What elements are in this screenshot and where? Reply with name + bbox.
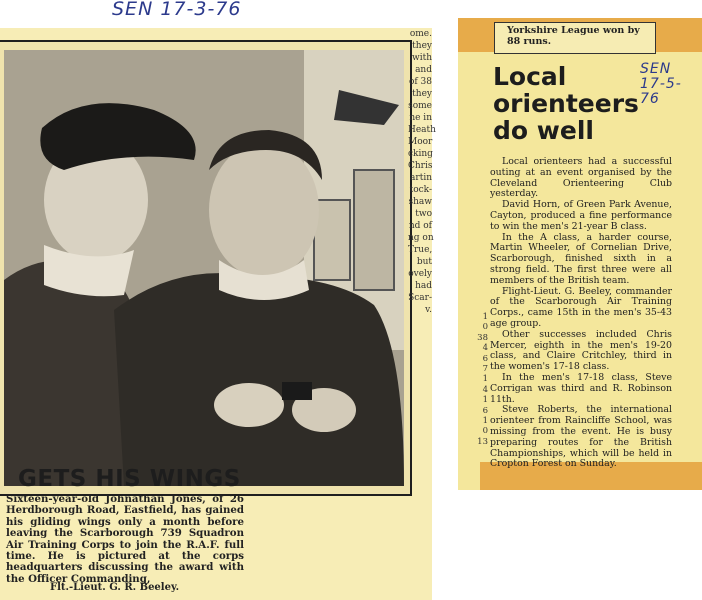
photo-frame xyxy=(0,40,412,496)
paragraph: David Horn, of Green Park Avenue, Cayton, produced a fine performance to win the men's 21-year B class. xyxy=(490,199,672,232)
paragraph: In the men's 17-18 class, Steve Corrigan was third and R. Robinson 11th. xyxy=(490,371,672,405)
handwritten-date-right: SEN 17-5-76 xyxy=(640,61,682,107)
paragraph: Steve Roberts, the international orienteer from Raincliffe School, was missing from the event. He is busy preparing routes for the British Championships, which will be held in Cropton Forest on Sunday. xyxy=(490,404,672,470)
score-column-fragment: 1 0 38 4 6 7 1 4 1 6 1 0 13 xyxy=(477,312,488,447)
sports-result-text: Yorkshire League won by 88 runs. xyxy=(507,25,640,47)
article-body xyxy=(490,157,672,470)
adjacent-column-fragments: ome. they with and of 38 they some ne in Heath Moor cking Chris artin tock- shaw two nd of ng on True, but ovely had Scar- v. xyxy=(408,29,436,315)
handwritten-date-top: SEN 17-3-76 xyxy=(112,0,242,20)
caption-byline: Flt.-Lieut. G. R. Beeley. xyxy=(50,582,180,593)
headline-local-orienteers: Local orienteers do well xyxy=(493,62,639,145)
paragraph: In the A class, a harder course, Martin Wheeler, of Cornelian Drive, Scarborough, finished sixth in a strong field. The first three were all members of the British team. xyxy=(490,231,672,286)
paragraph: Local orienteers had a successful outing at an event organised by the Cleveland Orienteering Club yesterday. xyxy=(490,156,672,200)
paragraph: Other successes included Chris Mercer, eighth in the men's 19-20 class, and Claire Critchley, third in the women's 17-18 class. xyxy=(490,328,672,373)
headline-gets-his-wings: GETS HIS WINGS xyxy=(18,466,241,492)
sports-result-box xyxy=(494,22,656,54)
paragraph: Flight-Lieut. G. Beeley, commander of the Scarborough Air Training Corps., came 15th in the men's 35-43 age group. xyxy=(490,285,672,329)
photo-cadet-and-officer xyxy=(4,50,404,486)
caption-body: Sixteen-year-old Johnathan Jones, of 26 Herdborough Road, Eastfield, has gained his gliding wings only a month before leaving the Scarborough 739 Squadron Air Training Corps to join the R.A.F. full time. He is pictured at the corps headquarters discussing the award with the Officer Commanding, xyxy=(6,493,244,585)
